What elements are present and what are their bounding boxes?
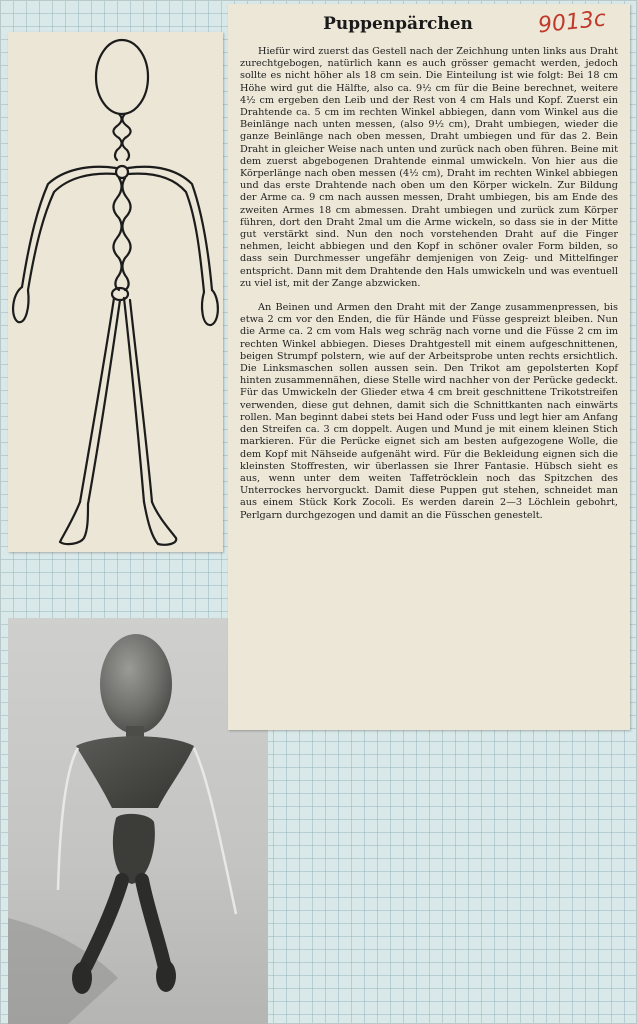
article-paragraph: Hiefür wird zuerst das Gestell nach der Zeichhung unten links aus Draht zurechtgebogen, natürlich kann es auch grösser gemacht werden, jedoch sollte es nicht höher als 18 cm sein. Die Einteilung ist wie folgt: Bei 18 cm Höhe wird gut die Hälfte, also ca. 9½ cm für die Beine berechnet, weitere 4½ cm ergeben den Leib und der Rest von 4 cm Hals und Kopf. Zuerst ein Drahtende ca. 5 cm im rechten Winkel abbiegen, dann vom Winkel aus die Beinlänge nach unten messen, (also 9½ cm), Draht umbiegen, wieder die ganze Beinlänge nach oben messen, Draht umbiegen und für das 2. Bein Draht in gleicher Weise nach unten und zurück nach oben führen. Beine mit dem zuerst abgebogenen Drahtende einmal umwickeln. Von hier aus die Körperlänge nach oben messen (4½ cm), Draht im rechten Winkel abbiegen und das erste Drahtende nach oben um den Körper wickeln. Zur Bildung der Arme ca. 9 cm nach aussen messen, Draht umbiegen, bis am Ende des zweiten Armes 18 cm abmessen. Draht umbiegen und zurück zum Körper führen, dort den Draht 2mal um die Arme wickeln, so dass sie in der Mitte gut verstärkt sind. Nun den noch vorstehenden Draht auf die Finger nehmen, leicht abbiegen und den Kopf in schöner ovaler Form bilden, so dass sein Durchmesser ungefähr demjenigen von Zeig- und Mittelfinger entspricht. Dann mit dem Drahtende den Hals umwickeln und was eventuell zu viel ist, mit der Zange abzwicken. xyxy=(240,46,618,289)
wire-arm-right-photo xyxy=(194,748,236,914)
wire-shoulder-knot xyxy=(116,166,128,178)
article-body xyxy=(240,46,618,522)
wire-skeleton-drawing xyxy=(8,32,223,552)
wire-neck xyxy=(113,114,121,160)
catalog-number-annotation: 9013c xyxy=(536,6,608,39)
wire-head xyxy=(96,40,148,114)
article-clipping xyxy=(228,4,630,730)
wire-torso xyxy=(113,178,121,290)
padded-left-foot xyxy=(72,962,92,994)
wire-right-arm xyxy=(128,167,212,290)
wire-left-arm xyxy=(22,167,116,287)
article-title: Puppenpärchen xyxy=(323,14,473,34)
article-paragraph: An Beinen und Armen den Draht mit der Zange zusammenpressen, bis etwa 2 cm vor den Enden, die für Hände und Füsse gespreizt bleiben. Nun die Arme ca. 2 cm vom Hals weg schräg nach vorne und die Füsse 2 cm im rechten Winkel abbiegen. Dieses Drahtgestell mit einem aufgeschnittenen, beigen Strumpf polstern, wie auf der Arbeitsprobe unten rechts ersichtlich. Die Linksmaschen sollen aussen sein. Den Trikot am gepolsterten Kopf hinten zusammennähen, diese Stelle wird nachher von der Perücke gedeckt. Für das Umwickeln der Glieder etwa 4 cm breit geschnittene Trikotstreifen verwenden, diese gut dehnen, damit sich die Schnittkanten nach einwärts rollen. Man beginnt dabei stets bei Hand oder Fuss und legt hier am Anfang den Streifen ca. 3 cm doppelt. Augen und Mund je mit einem kleinen Stich markieren. Für die Perücke eignet sich am besten aufgezogene Wolle, die dem Kopf mit Nähseide aufgenäht wird. Für die Bekleidung eignen sich die kleinsten Stoffresten, wir überlassen sie Ihrer Fantasie. Hübsch sieht es aus, wenn unter dem weiten Taffetröcklein noch das Spitzchen des Unterrockes hervorguckt. Damit diese Puppen gut stehen, schneidet man aus einem Stück Kork Zocoli. Es werden darein 2—3 Löchlein gebohrt, Perlgarn durchgezogen und damit an die Füsschen genestelt. xyxy=(240,302,618,521)
padded-left-leg xyxy=(86,880,122,966)
wire-left-foot xyxy=(60,502,88,544)
padded-right-foot xyxy=(156,960,176,992)
padded-right-leg xyxy=(142,880,164,964)
padded-torso xyxy=(76,736,194,808)
wire-right-foot xyxy=(144,502,176,545)
padded-head xyxy=(100,634,172,734)
wire-arm-left-photo xyxy=(58,748,78,890)
padded-waist xyxy=(113,814,155,884)
wire-left-leg xyxy=(80,298,114,502)
wire-figure-illustration xyxy=(8,32,223,552)
